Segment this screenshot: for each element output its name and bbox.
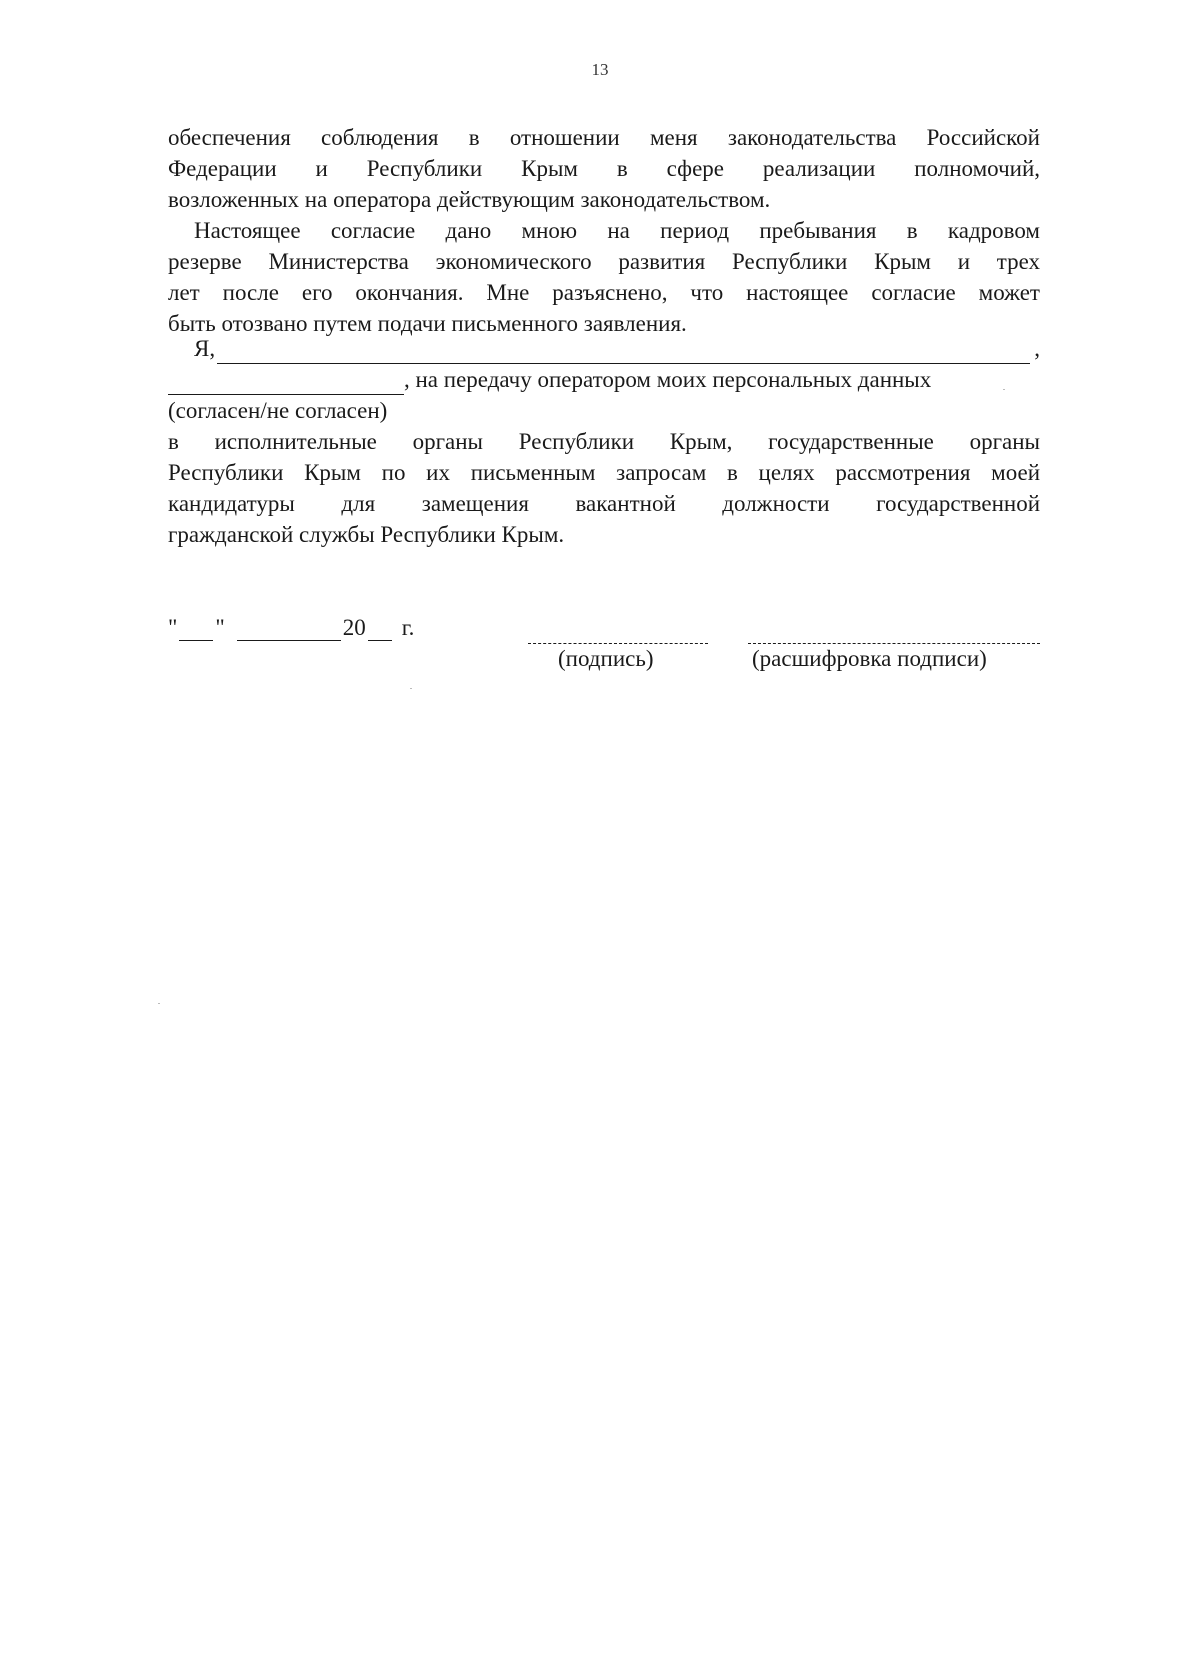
- full-name-blank[interactable]: [217, 341, 1030, 364]
- transfer-text: , на передачу оператором моих персональных данных: [404, 367, 932, 392]
- signature-row: [168, 615, 1040, 675]
- year-prefix: 20: [342, 615, 366, 640]
- quote-close: ": [215, 615, 225, 640]
- ya-label: Я,: [194, 336, 216, 361]
- text-line: гражданской службы Республики Крым.: [168, 522, 565, 547]
- text-line: Настоящее согласие дано мною на период пребывания в кадровом: [194, 218, 1040, 243]
- agreement-choice-blank[interactable]: [168, 372, 404, 395]
- year-blank[interactable]: [368, 618, 392, 641]
- signature-caption: (подпись): [558, 646, 654, 671]
- name-fill-line: [168, 333, 1040, 364]
- date-field: [168, 615, 414, 641]
- paragraph-consent-period: [168, 215, 1040, 339]
- text-line: возложенных на оператора действующим законодательством.: [168, 187, 771, 212]
- text-line: быть отозвано путем подачи письменного заявления.: [168, 311, 687, 336]
- quote-open: ": [168, 615, 178, 640]
- text-line: в исполнительные органы Республики Крым, государственные органы: [168, 429, 1040, 454]
- scan-artifact: [1003, 389, 1005, 390]
- page-number: 13: [591, 60, 609, 79]
- text-line: Республики Крым по их письменным запросам в целях рассмотрения моей: [168, 460, 1040, 485]
- choice-hint: (согласен/не согласен): [168, 398, 388, 423]
- agreement-fill-line: [168, 364, 1040, 395]
- consent-block: [168, 333, 1040, 550]
- signature-blank[interactable]: [528, 621, 708, 644]
- day-blank[interactable]: [179, 618, 213, 641]
- text-line: кандидатуры для замещения вакантной должности государственной: [168, 491, 1040, 516]
- signature-decoding-caption: (расшифровка подписи): [752, 646, 987, 671]
- paragraph-continuation: [168, 122, 1040, 215]
- text-line: Федерации и Республики Крым в сфере реализации полномочий,: [168, 156, 1040, 181]
- ya-comma: ,: [1034, 336, 1040, 361]
- signature-decoding-blank[interactable]: [748, 621, 1040, 644]
- text-line: резерве Министерства экономического развития Республики Крым и трех: [168, 249, 1040, 274]
- text-line: лет после его окончания. Мне разъяснено, что настоящее согласие может: [168, 280, 1040, 305]
- scan-artifact: [410, 688, 412, 689]
- month-blank[interactable]: [237, 618, 341, 641]
- text-line: обеспечения соблюдения в отношении меня законодательства Российской: [168, 125, 1040, 150]
- scan-artifact: [158, 1003, 160, 1004]
- year-suffix: г.: [401, 615, 415, 640]
